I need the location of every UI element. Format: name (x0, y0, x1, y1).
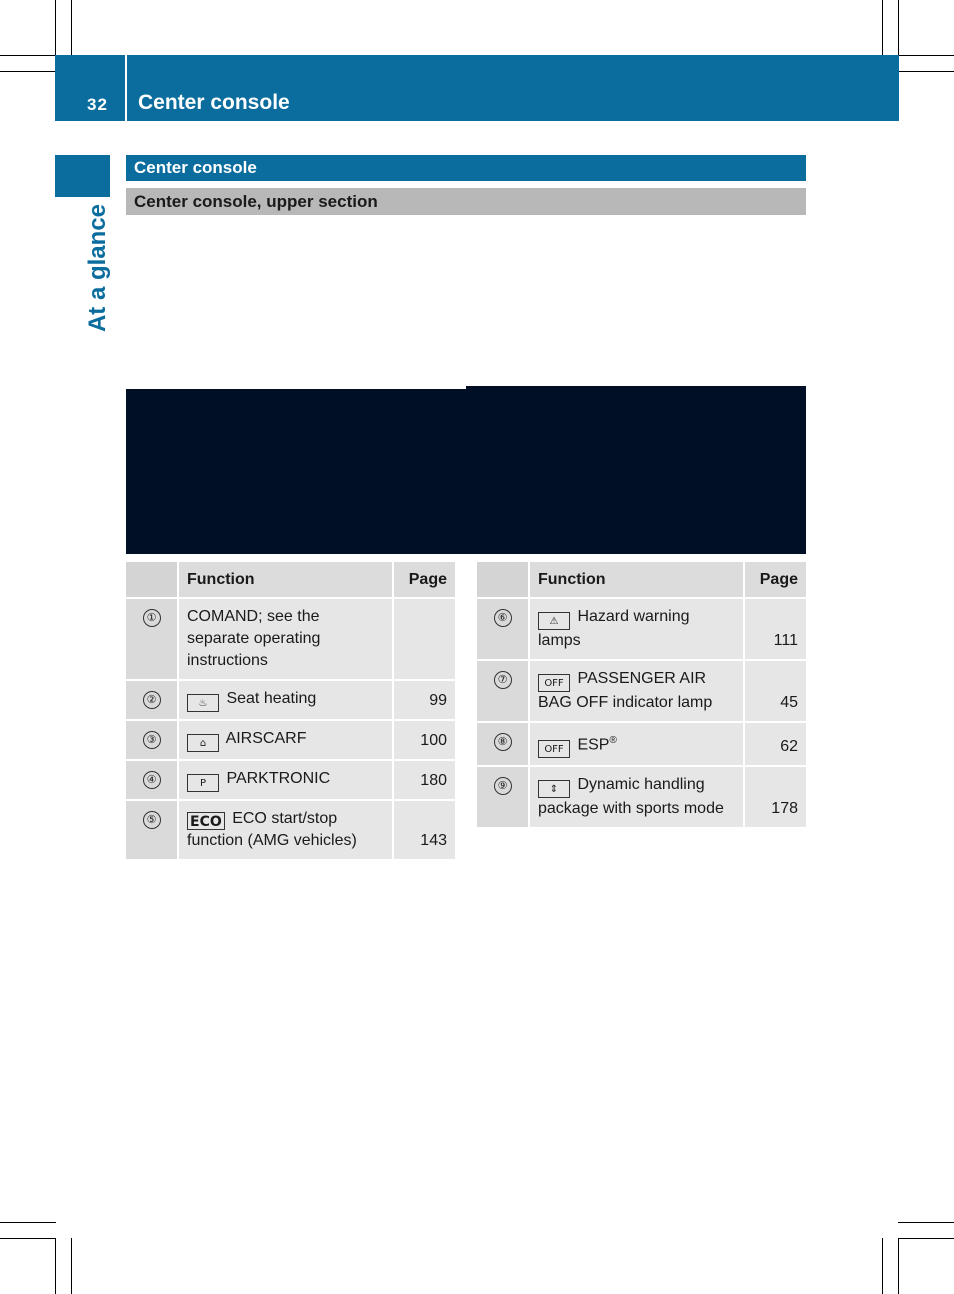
table-row (126, 800, 455, 860)
function-text: ECO start/stop function (AMG vehicles) (187, 810, 357, 849)
table-row (477, 722, 806, 766)
section-title: Center console (126, 155, 806, 181)
page-ref: 99 (393, 680, 455, 720)
number-5-icon: ⑤ (143, 811, 161, 829)
header-divider (125, 55, 127, 121)
page-ref: 180 (393, 760, 455, 800)
crop-mark (882, 1238, 883, 1294)
esp-off-icon: OFF (538, 740, 570, 758)
photo-upper-area (126, 218, 806, 389)
number-4-icon: ④ (143, 771, 161, 789)
side-tab-label: At a glance (84, 203, 111, 333)
function-text: ESP (577, 736, 610, 754)
function-text: Hazard warning lamps (538, 608, 690, 649)
passenger-airbag-off-icon: OFF (538, 674, 570, 692)
airscarf-icon: ⌂ (187, 734, 219, 752)
console-photo (126, 218, 806, 554)
function-table-left (126, 562, 455, 861)
crop-mark (898, 0, 899, 56)
crop-mark (882, 0, 883, 56)
header-number-cell (477, 562, 529, 598)
page-ref: 45 (744, 660, 806, 722)
table-row (126, 720, 455, 760)
registered-mark: ® (609, 735, 617, 746)
header-number-cell (126, 562, 178, 598)
function-text: COMAND; see the separate operating instructions (178, 598, 393, 680)
table-header-row (477, 562, 806, 598)
page-ref: 62 (744, 722, 806, 766)
crop-mark (71, 0, 72, 56)
number-2-icon: ② (143, 691, 161, 709)
header-page: Page (393, 562, 455, 598)
crop-mark (0, 71, 56, 72)
side-tab-marker (55, 155, 110, 197)
page-title: Center console (138, 91, 290, 114)
page-ref: 111 (744, 598, 806, 660)
number-8-icon: ⑧ (494, 733, 512, 751)
function-text: PARKTRONIC (226, 770, 331, 787)
table-row (477, 766, 806, 828)
crop-mark (71, 1238, 72, 1294)
function-text: AIRSCARF (225, 730, 307, 747)
seat-heating-icon: ♨ (187, 694, 219, 712)
hazard-warning-icon: ⚠ (538, 612, 570, 630)
table-row (126, 760, 455, 800)
crop-mark (898, 1238, 899, 1294)
function-text: PASSENGER AIR BAG OFF indicator lamp (538, 670, 713, 711)
page-number: 32 (87, 95, 108, 114)
eco-icon: ECO (187, 812, 225, 830)
number-9-icon: ⑨ (494, 777, 512, 795)
page-ref: 143 (393, 800, 455, 860)
crop-mark (898, 71, 954, 72)
crop-mark (0, 1238, 56, 1239)
photo-edge-line (466, 386, 806, 390)
header-page: Page (744, 562, 806, 598)
crop-mark (0, 55, 56, 56)
crop-mark (0, 1222, 56, 1223)
crop-mark (55, 1238, 56, 1294)
function-text: Seat heating (226, 690, 317, 707)
subsection-title: Center console, upper section (126, 188, 806, 215)
table-header-row (126, 562, 455, 598)
page-header (55, 55, 899, 121)
table-row (126, 680, 455, 720)
crop-mark (55, 0, 56, 56)
page-ref (393, 598, 455, 680)
function-text: Dynamic handling package with sports mode (538, 776, 724, 818)
number-6-icon: ⑥ (494, 609, 512, 627)
crop-mark (898, 1222, 954, 1223)
number-1-icon: ① (143, 609, 161, 627)
table-row (477, 660, 806, 722)
header-function: Function (529, 562, 744, 598)
crop-mark (898, 1238, 954, 1239)
page-ref: 100 (393, 720, 455, 760)
crop-mark (898, 55, 954, 56)
table-row (126, 598, 455, 680)
function-table-right (477, 562, 806, 829)
page-ref: 178 (744, 766, 806, 828)
table-row (477, 598, 806, 660)
header-function: Function (178, 562, 393, 598)
dynamic-handling-icon: ⇕ (538, 780, 570, 798)
parktronic-off-icon: P (187, 774, 219, 792)
number-7-icon: ⑦ (494, 671, 512, 689)
number-3-icon: ③ (143, 731, 161, 749)
